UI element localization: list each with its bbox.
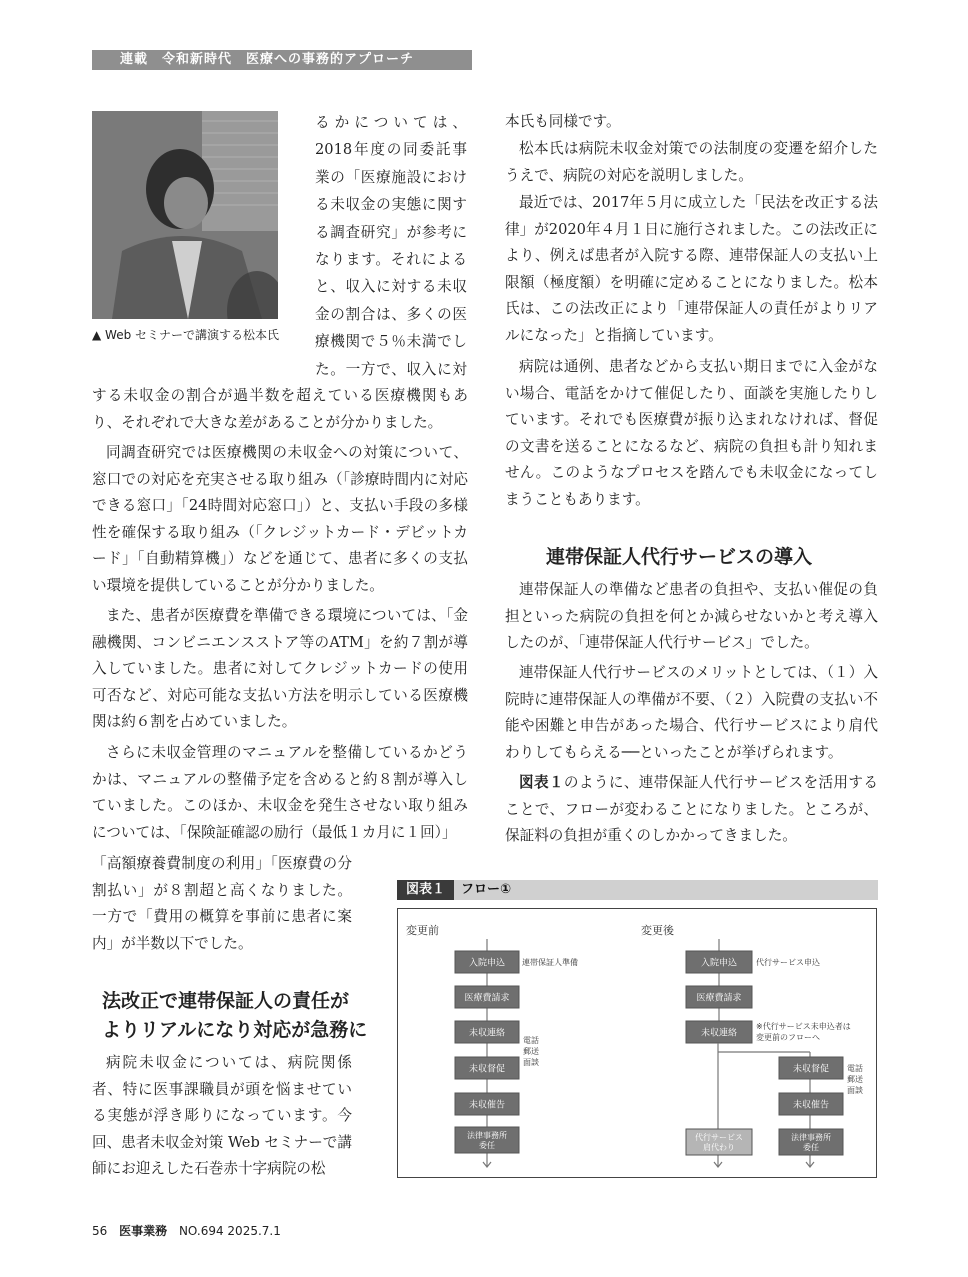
before-step-3-label: 未収連絡 — [468, 1028, 506, 1039]
paragraph: 連帯保証人の準備など患者の負担や、支払い催促の負担といった病院の負担を何とか減らせないかと考え導入したのが、「連帯保証人代行サービス」でした。 — [505, 581, 878, 652]
speaker-photo — [92, 111, 278, 319]
after-branch-step-1-label: 未収督促 — [792, 1064, 830, 1075]
before-step-2-label: 医療費請求 — [464, 993, 510, 1004]
figure-name: フロー① — [461, 882, 512, 897]
paragraph: 「高額療養費制度の利用」「医療費の分割払い」が８割超と高くなりました。一方で「費用の概算を事前に患者に案内」が半数以下でした。 — [92, 855, 352, 952]
after-step-2-label: 医療費請求 — [696, 993, 742, 1004]
paragraph: 最近では、2017年５月に成立した「民法を改正する法律」が2020年４月１日に施行されました。この法改正により、例えば患者が入院する際、連帯保証人の支払い上限額（極度額）を明確に定めることになりました。松本氏は、この法改正により「連帯保証人の責任がよりリアルになった」と指摘しています。 — [505, 194, 878, 344]
before-step-6-label: 法律事務所 — [467, 1131, 507, 1140]
page-number: 56 — [92, 1224, 108, 1238]
text-line: た。一方で、収入に対 — [315, 360, 467, 378]
before-note-contact: 電話 — [523, 1036, 539, 1045]
section-heading-law: 法改正で連帯保証人の責任が よりリアルになり対応が急務に — [102, 990, 368, 1041]
issue-info: NO.694 2025.7.1 — [178, 1224, 281, 1238]
after-branch-step-3-label: 委任 — [803, 1143, 819, 1152]
text-line: る未収金の実態に関す — [315, 196, 467, 214]
text-line: と、収入に対する未収 — [315, 278, 467, 296]
paragraph: また、患者が医療費を準備できる環境については、「金融機関、コンビニエンスストア等のATM」を約７割が導入していました。患者に対してクレジットカードの使用可否など、対応可能な支払い方法を明示している医療機関は約６割を占めていました。 — [92, 607, 468, 731]
before-step-6-label: 委任 — [479, 1141, 495, 1150]
after-note-unapplied: ※代行サービス未申込者は — [756, 1022, 851, 1031]
page-footer — [92, 1222, 281, 1239]
magazine-name: 医事業務 — [119, 1224, 168, 1238]
series-banner: 連載 令和新時代 医療への事務的アプローチ — [92, 50, 472, 70]
section-heading-service: 連帯保証人代行サービスの導入 — [546, 546, 813, 568]
before-step-1-label: 入院申込 — [468, 958, 506, 969]
after-note-contact: 面談 — [847, 1086, 863, 1095]
figure-title-bar — [397, 880, 878, 900]
after-note-contact: 電話 — [847, 1064, 863, 1073]
before-note-contact: 郵送 — [523, 1047, 539, 1056]
text-line: る調査研究」が参考に — [315, 223, 467, 241]
after-note-unapplied: 変更前のフローへ — [756, 1033, 820, 1042]
text-line: 療機関で５％未満でし — [315, 333, 467, 351]
text-line: るかについては、 — [315, 114, 467, 131]
text-line: なります。それによる — [315, 251, 467, 269]
after-proxy-step-label: 代行サービス — [695, 1133, 743, 1142]
paragraph: する未収金の割合が過半数を超えている医療機関もあり、それぞれで大きな差があることが分かりました。 — [92, 387, 468, 431]
flow-diagram — [397, 908, 877, 1178]
after-note-apply: 代行サービス申込 — [756, 958, 820, 967]
after-note-contact: 郵送 — [847, 1075, 863, 1084]
after-branch-step-2-label: 未収催告 — [792, 1100, 830, 1111]
photo-caption: ▲ Web セミナーで講演する松本氏 — [92, 328, 280, 342]
paragraph: さらに未収金管理のマニュアルを整備しているかどうかは、マニュアルの整備予定を含めると約８割が導入していました。このほか、未収金を発生させない取り組みについては、「保険証確認の励行（最低１カ月に１回）」 — [92, 744, 468, 841]
flow-diagram-svg — [398, 909, 876, 1177]
before-note-guarantor: 連帯保証人準備 — [522, 958, 578, 967]
text-line: 2018年度の同委託事 — [315, 141, 467, 159]
paragraph: 図表１のように、連帯保証人代行サービスを活用することで、フローが変わることになりました。ところが、保証料の負担が重くのしかかってきました。 — [505, 774, 878, 845]
before-step-4-label: 未収督促 — [468, 1064, 506, 1075]
text-beside-photo — [315, 109, 467, 383]
before-label: 変更前 — [406, 924, 439, 937]
before-note-contact: 面談 — [523, 1058, 539, 1067]
figure-reference: 図表１ — [519, 774, 564, 791]
after-label: 変更後 — [641, 924, 674, 937]
paragraph: 同調査研究では医療機関の未収金への対策について、窓口での対応を充実させる取り組み（「診療時間内に対応できる窓口」「24時間対応窓口」）と、支払い手段の多様性を確保する取り組み（「クレジットカード・デビットカード」「自動精算機」）などを通じて、患者に多くの支払い環境を提供していることが分かりました。 — [92, 444, 468, 594]
figure-tag: 図表１ — [397, 880, 454, 900]
after-step-1-label: 入院申込 — [700, 958, 738, 969]
photo-illustration — [92, 111, 278, 319]
paragraph: 松本氏は病院未収金対策での法制度の変遷を紹介したうえで、病院の対応を説明しました。 — [505, 140, 878, 184]
text-line: 金の割合は、多くの医 — [315, 305, 467, 323]
paragraph: 本氏も同様です。 — [505, 113, 621, 130]
after-step-3-label: 未収連絡 — [700, 1028, 738, 1039]
paragraph: 連帯保証人代行サービスのメリットとしては、（１）入院時に連帯保証人の準備が不要、（２）入院費の支払い不能や困難と申告があった場合、代行サービスにより肩代わりしてもらえる──といったことが挙げられます。 — [505, 664, 878, 761]
after-branch-step-3-label: 法律事務所 — [791, 1133, 831, 1142]
text-line: 業の「医療施設におけ — [315, 168, 467, 186]
before-step-5-label: 未収催告 — [468, 1100, 506, 1111]
after-proxy-step-label: 肩代わり — [703, 1143, 735, 1152]
paragraph: 病院は通例、患者などから支払い期日までに入金がない場合、電話をかけて催促したり、面談を実施したりしています。それでも医療費が振り込まれなければ、督促の文書を送ることになるなど、病院の負担も計り知れません。このようなプロセスを踏んでも未収金になってしまうこともあります。 — [505, 358, 878, 508]
paragraph: 病院未収金については、病院関係者、特に医事課職員が頭を悩ませている実態が浮き彫りになっています。今回、患者未収金対策 Web セミナーで講師にお迎えした石巻赤十字病院の松 — [92, 1054, 352, 1178]
